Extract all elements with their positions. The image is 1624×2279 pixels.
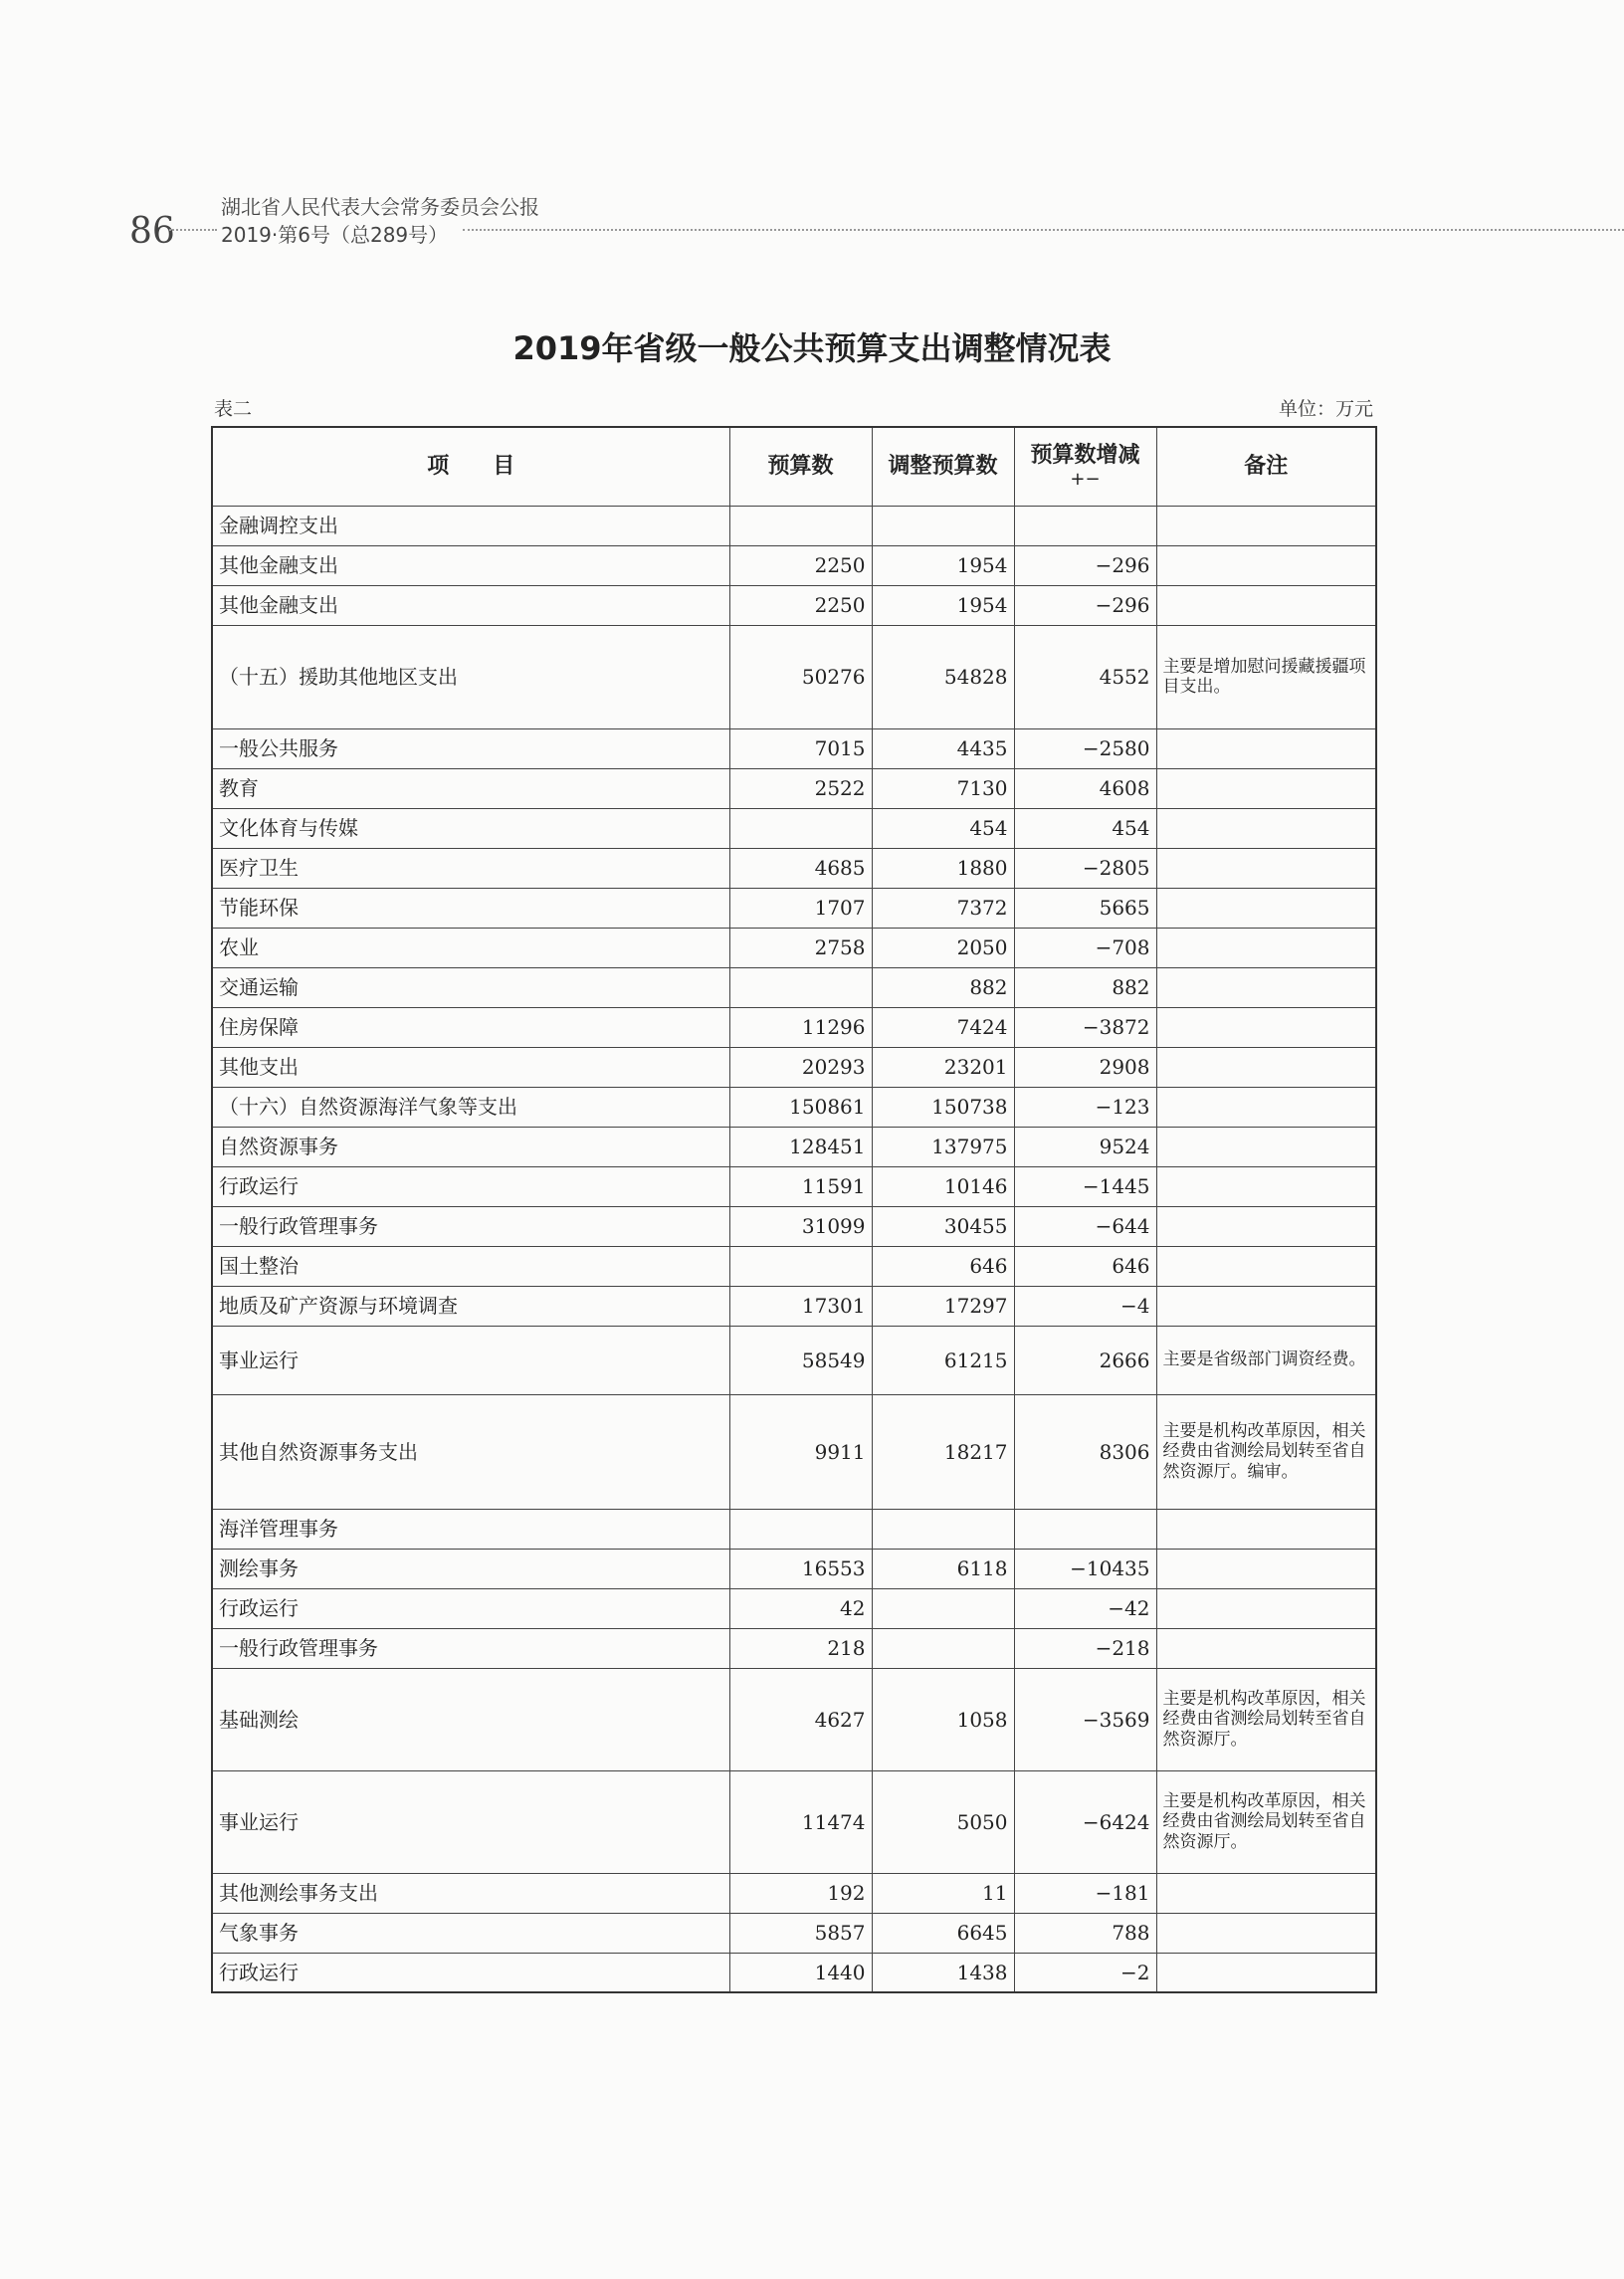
row-change-cell: −181	[1014, 1873, 1156, 1913]
row-change-cell: −2805	[1014, 848, 1156, 888]
table-row	[212, 1047, 1376, 1087]
row-adjusted-cell: 882	[872, 967, 1014, 1007]
document-title: 2019年省级一般公共预算支出调整情况表	[512, 329, 1112, 367]
table-row	[212, 1127, 1376, 1166]
table-row	[212, 1166, 1376, 1206]
row-budget-cell	[729, 1246, 872, 1286]
table-row	[212, 1588, 1376, 1628]
row-budget-cell: 11591	[729, 1166, 872, 1206]
row-budget-cell: 2522	[729, 768, 872, 808]
row-item-cell: 事业运行	[212, 1770, 729, 1873]
row-item-cell: 其他自然资源事务支出	[212, 1394, 729, 1509]
row-item-cell: 节能环保	[212, 888, 729, 928]
row-budget-cell: 2250	[729, 585, 872, 625]
table-row	[212, 1668, 1376, 1770]
row-item-cell: 地质及矿产资源与环境调查	[212, 1286, 729, 1326]
table-body	[212, 506, 1376, 1992]
row-change-cell: 4608	[1014, 768, 1156, 808]
row-adjusted-cell: 1954	[872, 545, 1014, 585]
row-budget-cell: 2250	[729, 545, 872, 585]
row-change-cell: 882	[1014, 967, 1156, 1007]
row-budget-cell: 150861	[729, 1087, 872, 1127]
row-note-cell: 主要是省级部门调资经费。	[1156, 1326, 1376, 1394]
row-item-cell: 教育	[212, 768, 729, 808]
row-note-cell	[1156, 506, 1376, 545]
row-change-cell: 4552	[1014, 625, 1156, 728]
row-budget-cell	[729, 967, 872, 1007]
journal-title: 湖北省人民代表大会常务委员会公报	[221, 195, 539, 219]
row-change-cell: −3872	[1014, 1007, 1156, 1047]
row-change-cell: 646	[1014, 1246, 1156, 1286]
row-adjusted-cell: 54828	[872, 625, 1014, 728]
row-item-cell: 其他金融支出	[212, 545, 729, 585]
table-row	[212, 888, 1376, 928]
row-adjusted-cell: 1954	[872, 585, 1014, 625]
row-item-cell: 行政运行	[212, 1166, 729, 1206]
row-change-cell: −218	[1014, 1628, 1156, 1668]
table-row	[212, 1549, 1376, 1588]
row-note-cell	[1156, 1246, 1376, 1286]
row-budget-cell: 11474	[729, 1770, 872, 1873]
row-adjusted-cell: 1058	[872, 1668, 1014, 1770]
column-header-change	[1014, 427, 1156, 506]
row-note-cell: 主要是机构改革原因，相关经费由省测绘局划转至省自然资源厅。编审。	[1156, 1394, 1376, 1509]
row-adjusted-cell: 1438	[872, 1953, 1014, 1992]
row-adjusted-cell	[872, 1628, 1014, 1668]
row-change-cell: −296	[1014, 585, 1156, 625]
row-note-cell: 主要是增加慰问援藏援疆项目支出。	[1156, 625, 1376, 728]
row-change-cell: −42	[1014, 1588, 1156, 1628]
row-note-cell	[1156, 1588, 1376, 1628]
header-dotted-rule-right	[463, 229, 1624, 231]
row-note-cell	[1156, 1509, 1376, 1549]
row-item-cell: 其他测绘事务支出	[212, 1873, 729, 1913]
row-adjusted-cell: 7130	[872, 768, 1014, 808]
row-adjusted-cell: 150738	[872, 1087, 1014, 1127]
row-budget-cell: 20293	[729, 1047, 872, 1087]
row-change-cell: −644	[1014, 1206, 1156, 1246]
table-row	[212, 1087, 1376, 1127]
row-item-cell: 交通运输	[212, 967, 729, 1007]
row-budget-cell: 4685	[729, 848, 872, 888]
row-change-cell: 2666	[1014, 1326, 1156, 1394]
row-adjusted-cell: 11	[872, 1873, 1014, 1913]
table-row	[212, 585, 1376, 625]
row-budget-cell: 7015	[729, 728, 872, 768]
row-adjusted-cell: 23201	[872, 1047, 1014, 1087]
column-header-adjusted: 调整预算数	[872, 427, 1014, 506]
budget-adjustment-table	[211, 426, 1377, 1993]
table-row	[212, 1913, 1376, 1953]
row-adjusted-cell	[872, 1509, 1014, 1549]
row-change-cell: −2580	[1014, 728, 1156, 768]
row-note-cell	[1156, 1087, 1376, 1127]
row-budget-cell: 50276	[729, 625, 872, 728]
column-header-note: 备注	[1156, 427, 1376, 506]
table-row	[212, 1509, 1376, 1549]
row-adjusted-cell: 30455	[872, 1206, 1014, 1246]
row-adjusted-cell: 17297	[872, 1286, 1014, 1326]
row-adjusted-cell: 10146	[872, 1166, 1014, 1206]
table-row	[212, 768, 1376, 808]
row-adjusted-cell	[872, 506, 1014, 545]
row-item-cell: 医疗卫生	[212, 848, 729, 888]
row-item-cell: 行政运行	[212, 1953, 729, 1992]
table-row	[212, 967, 1376, 1007]
row-budget-cell: 218	[729, 1628, 872, 1668]
row-change-cell: −6424	[1014, 1770, 1156, 1873]
row-adjusted-cell: 1880	[872, 848, 1014, 888]
issue-number: 2019·第6号（总289号）	[221, 223, 449, 247]
row-note-cell	[1156, 1166, 1376, 1206]
row-item-cell: 自然资源事务	[212, 1127, 729, 1166]
row-item-cell: 事业运行	[212, 1326, 729, 1394]
row-change-cell: −4	[1014, 1286, 1156, 1326]
row-change-cell: 9524	[1014, 1127, 1156, 1166]
row-budget-cell: 2758	[729, 928, 872, 967]
row-change-cell: −708	[1014, 928, 1156, 967]
row-note-cell: 主要是机构改革原因，相关经费由省测绘局划转至省自然资源厅。	[1156, 1770, 1376, 1873]
row-item-cell: 国土整治	[212, 1246, 729, 1286]
row-change-cell: 5665	[1014, 888, 1156, 928]
row-change-cell: 2908	[1014, 1047, 1156, 1087]
row-item-cell: 金融调控支出	[212, 506, 729, 545]
row-adjusted-cell: 61215	[872, 1326, 1014, 1394]
row-adjusted-cell	[872, 1588, 1014, 1628]
row-note-cell	[1156, 1286, 1376, 1326]
table-row	[212, 848, 1376, 888]
row-budget-cell: 11296	[729, 1007, 872, 1047]
page-header	[129, 187, 1624, 257]
column-header-change-sign: +−	[1070, 469, 1101, 491]
row-budget-cell: 31099	[729, 1206, 872, 1246]
row-note-cell	[1156, 967, 1376, 1007]
row-note-cell	[1156, 1007, 1376, 1047]
row-adjusted-cell: 7424	[872, 1007, 1014, 1047]
row-budget-cell: 1440	[729, 1953, 872, 1992]
row-note-cell	[1156, 1127, 1376, 1166]
row-change-cell	[1014, 1509, 1156, 1549]
row-budget-cell	[729, 1509, 872, 1549]
row-budget-cell: 9911	[729, 1394, 872, 1509]
row-change-cell: −296	[1014, 545, 1156, 585]
table-row	[212, 1873, 1376, 1913]
row-item-cell: 一般行政管理事务	[212, 1206, 729, 1246]
row-note-cell	[1156, 808, 1376, 848]
page-number: 86	[129, 211, 175, 252]
row-change-cell: −123	[1014, 1087, 1156, 1127]
table-row	[212, 1007, 1376, 1047]
row-note-cell	[1156, 1628, 1376, 1668]
row-adjusted-cell: 6645	[872, 1913, 1014, 1953]
row-item-cell: 一般公共服务	[212, 728, 729, 768]
row-note-cell	[1156, 1953, 1376, 1992]
row-item-cell: 住房保障	[212, 1007, 729, 1047]
column-header-budget: 预算数	[729, 427, 872, 506]
row-change-cell: 788	[1014, 1913, 1156, 1953]
row-item-cell: 其他金融支出	[212, 585, 729, 625]
table-row	[212, 1394, 1376, 1509]
table-header-row	[212, 427, 1376, 506]
table-row	[212, 506, 1376, 545]
table-row	[212, 808, 1376, 848]
row-adjusted-cell: 137975	[872, 1127, 1014, 1166]
row-change-cell: 454	[1014, 808, 1156, 848]
table-row	[212, 545, 1376, 585]
table-row	[212, 1953, 1376, 1992]
row-item-cell: 基础测绘	[212, 1668, 729, 1770]
row-item-cell: 气象事务	[212, 1913, 729, 1953]
row-adjusted-cell: 4435	[872, 728, 1014, 768]
row-note-cell	[1156, 1913, 1376, 1953]
row-note-cell	[1156, 545, 1376, 585]
row-note-cell	[1156, 768, 1376, 808]
row-change-cell: −1445	[1014, 1166, 1156, 1206]
row-note-cell	[1156, 1549, 1376, 1588]
row-change-cell: 8306	[1014, 1394, 1156, 1509]
row-change-cell: −2	[1014, 1953, 1156, 1992]
table-row	[212, 1286, 1376, 1326]
row-budget-cell: 58549	[729, 1326, 872, 1394]
row-adjusted-cell: 6118	[872, 1549, 1014, 1588]
row-note-cell	[1156, 585, 1376, 625]
row-adjusted-cell: 5050	[872, 1770, 1014, 1873]
row-item-cell: 行政运行	[212, 1588, 729, 1628]
row-note-cell	[1156, 848, 1376, 888]
table-row	[212, 625, 1376, 728]
row-item-cell: 测绘事务	[212, 1549, 729, 1588]
table-label: 表二	[214, 398, 253, 420]
column-header-item: 项 目	[212, 427, 729, 506]
row-budget-cell: 1707	[729, 888, 872, 928]
row-budget-cell: 5857	[729, 1913, 872, 1953]
table-row	[212, 1246, 1376, 1286]
row-note-cell	[1156, 928, 1376, 967]
row-item-cell: 文化体育与传媒	[212, 808, 729, 848]
row-item-cell: （十六）自然资源海洋气象等支出	[212, 1087, 729, 1127]
row-budget-cell: 128451	[729, 1127, 872, 1166]
row-adjusted-cell: 7372	[872, 888, 1014, 928]
row-adjusted-cell: 2050	[872, 928, 1014, 967]
row-note-cell	[1156, 1873, 1376, 1913]
row-note-cell	[1156, 1206, 1376, 1246]
row-item-cell: 农业	[212, 928, 729, 967]
row-budget-cell: 16553	[729, 1549, 872, 1588]
row-change-cell: −10435	[1014, 1549, 1156, 1588]
row-adjusted-cell: 454	[872, 808, 1014, 848]
row-note-cell	[1156, 888, 1376, 928]
row-budget-cell: 4627	[729, 1668, 872, 1770]
table-row	[212, 1628, 1376, 1668]
table-row	[212, 728, 1376, 768]
row-budget-cell	[729, 808, 872, 848]
row-change-cell: −3569	[1014, 1668, 1156, 1770]
row-budget-cell	[729, 506, 872, 545]
row-note-cell	[1156, 728, 1376, 768]
row-item-cell: 其他支出	[212, 1047, 729, 1087]
table-row	[212, 1770, 1376, 1873]
table-row	[212, 928, 1376, 967]
row-budget-cell: 192	[729, 1873, 872, 1913]
row-adjusted-cell: 18217	[872, 1394, 1014, 1509]
row-note-cell	[1156, 1047, 1376, 1087]
header-dotted-rule-left	[169, 229, 217, 231]
column-header-change-label: 预算数增减	[1030, 442, 1140, 468]
table-row	[212, 1206, 1376, 1246]
row-item-cell: 一般行政管理事务	[212, 1628, 729, 1668]
row-note-cell: 主要是机构改革原因，相关经费由省测绘局划转至省自然资源厅。	[1156, 1668, 1376, 1770]
row-change-cell	[1014, 506, 1156, 545]
unit-label: 单位：万元	[1278, 398, 1373, 420]
row-budget-cell: 42	[729, 1588, 872, 1628]
row-budget-cell: 17301	[729, 1286, 872, 1326]
row-item-cell: （十五）援助其他地区支出	[212, 625, 729, 728]
row-item-cell: 海洋管理事务	[212, 1509, 729, 1549]
row-adjusted-cell: 646	[872, 1246, 1014, 1286]
table-row	[212, 1326, 1376, 1394]
